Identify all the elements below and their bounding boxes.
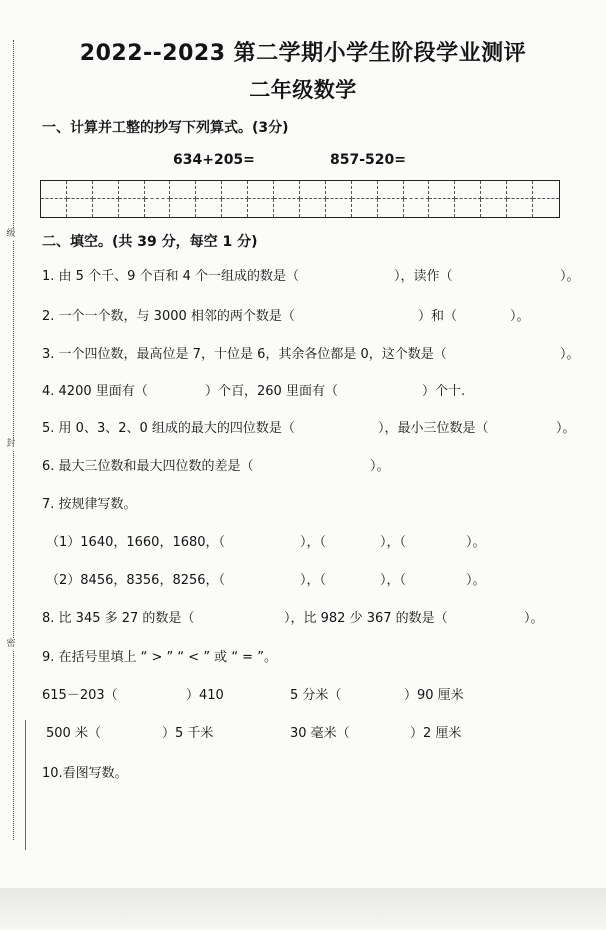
- q1-text-a: 1. 由 5 个千、9 个百和 4 个一组成的数是（: [42, 269, 300, 284]
- q7r2-text-a: （2）8456，8356，8256，（: [46, 573, 226, 588]
- q7r2-text-b: ），（: [300, 573, 327, 588]
- section2-heading: 二、填空。(共 39 分，每空 1 分): [42, 234, 258, 250]
- q9-text-a: 9. 在括号里填上 “ > ” “ < ” 或 “ = ”。: [42, 650, 277, 665]
- q7r2-text-d: ）。: [466, 573, 486, 588]
- q8-text-c: ）。: [524, 611, 544, 626]
- equation-2: 857-520=: [330, 152, 406, 168]
- q3-text-c: ）。: [560, 347, 580, 362]
- section1-heading: 一、计算并工整的抄写下列算式。(3分): [42, 120, 289, 136]
- q10-text: 10.看图写数。: [42, 766, 128, 781]
- binding-rule-line: [25, 720, 26, 850]
- exam-subtitle: 二年级数学: [249, 78, 357, 102]
- q2-text-c: ）。: [510, 309, 530, 324]
- q9-compare-4b: ）2 厘米: [410, 726, 462, 741]
- binding-mark-class: 级: [4, 228, 18, 240]
- q5-text-c: ）。: [556, 421, 576, 436]
- q5-text-a: 5. 用 0、3、2、0 组成的最大的四位数是（: [42, 421, 295, 436]
- equation-1: 634+205=: [173, 152, 255, 168]
- binding-mark-seal: 封: [4, 438, 18, 450]
- q4-text-a: 4. 4200 里面有（: [42, 384, 148, 399]
- q7-text-a: 7. 按规律写数。: [42, 497, 137, 512]
- q9-compare-2a: 5 分米（: [290, 688, 342, 703]
- q9-compare-4a: 30 毫米（: [290, 726, 350, 741]
- q1-text-c: ）。: [560, 269, 580, 284]
- q9-compare-1a: 615－203（: [42, 688, 118, 703]
- q6-text-a: 6. 最大三位数和最大四位数的差是（: [42, 459, 254, 474]
- exam-title: 2022--2023 第二学期小学生阶段学业测评: [79, 41, 527, 66]
- q3-text-a: 3. 一个四位数，最高位是 7，十位是 6，其余各位都是 0，这个数是（: [42, 347, 447, 362]
- q7r2-text-c: ），（: [380, 573, 407, 588]
- q7r1-text-a: （1）1640，1660，1680，（: [46, 535, 226, 550]
- q7r1-text-c: ），（: [380, 535, 407, 550]
- q8-text-b: ），比 982 少 367 的数是（: [284, 611, 448, 626]
- q5-text-b: ），最小三位数是（: [378, 421, 489, 436]
- q9-compare-3a: 500 米（: [46, 726, 101, 741]
- q4-text-b: ）个百，260 里面有（: [205, 384, 338, 399]
- q8-text-a: 8. 比 345 多 27 的数是（: [42, 611, 195, 626]
- q6-text-c: ）。: [370, 459, 390, 474]
- binding-mark-secret: 密: [4, 638, 18, 650]
- q9-compare-1b: ）410: [186, 688, 224, 703]
- q9-compare-3b: ）5 千米: [162, 726, 214, 741]
- writing-grid[interactable]: [40, 180, 560, 218]
- q2-text-a: 2. 一个一个数，与 3000 相邻的两个数是（: [42, 309, 295, 324]
- q4-text-c: ）个十.: [422, 384, 466, 399]
- q1-text-b: ），读作（: [394, 269, 453, 284]
- q7r1-text-d: ）。: [466, 535, 486, 550]
- scan-bottom-edge: [0, 888, 606, 930]
- q7r1-text-b: ），（: [300, 535, 327, 550]
- q9-compare-2b: ）90 厘米: [404, 688, 464, 703]
- q2-text-b: ）和（: [418, 309, 458, 324]
